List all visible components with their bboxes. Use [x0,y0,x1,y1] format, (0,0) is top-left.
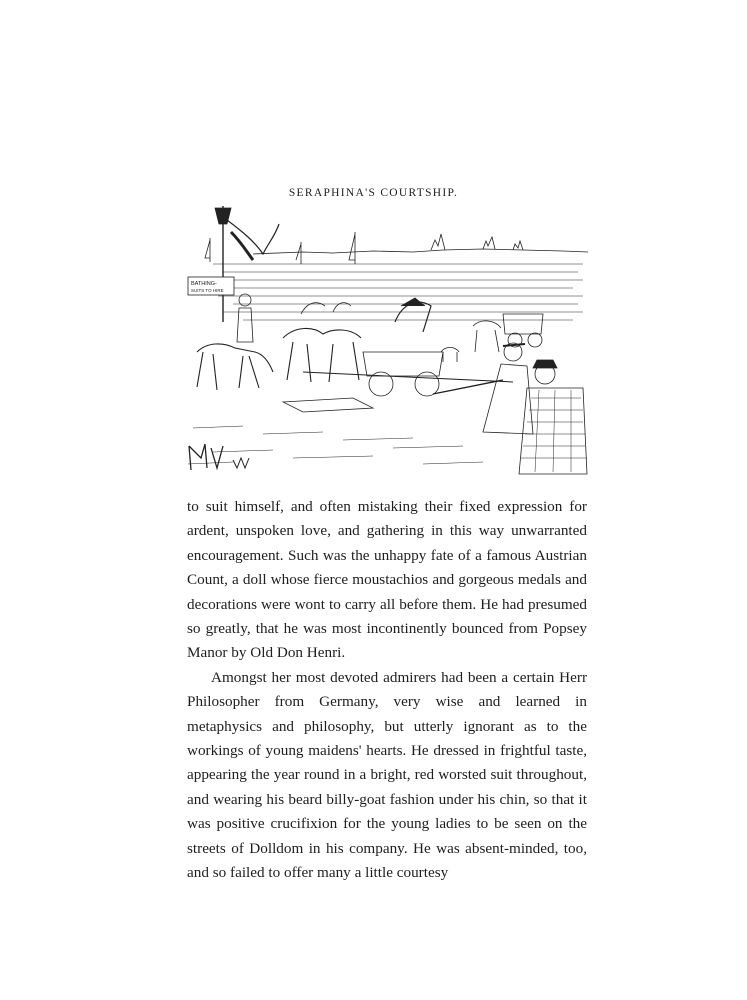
body-text [187,495,587,886]
running-head: SERAPHINA'S COURTSHIP. [288,187,459,199]
paragraph-continued: to suit himself, and often mistaking their fixed expression for ardent, unspoken love, and gathering in this way unwarranted encouragement. Such was the unhappy fate of a famous Austrian Count, a doll whose fierce moustachios and gorgeous medals and decorations were wont to carry all before them. He had presumed so greatly, that he was most incontinently bounced from Popsey Manor by Old Don Henri. [187,498,587,662]
beach-illustration [183,202,593,475]
paragraph-herr-philosopher: Amongst her most devoted admirers had been a certain Herr Philosopher from Germany, very wise and learned in metaphysics and philosophy, but utterly ignorant as to the workings of young maidens' hearts. He dressed in frightful taste, appearing the year round in a bright, red worsted suit throughout, and wearing his beard billy-goat fashion under his chin, so that it was positive crucifixion for the young ladies to be seen on the streets of Dolldom in his company. He was absent-minded, too, and so failed to offer many a little courtesy [187,668,587,882]
svg-text:SUITS TO HIRE: SUITS TO HIRE [191,288,224,293]
svg-text:BATHING-: BATHING- [191,281,217,287]
